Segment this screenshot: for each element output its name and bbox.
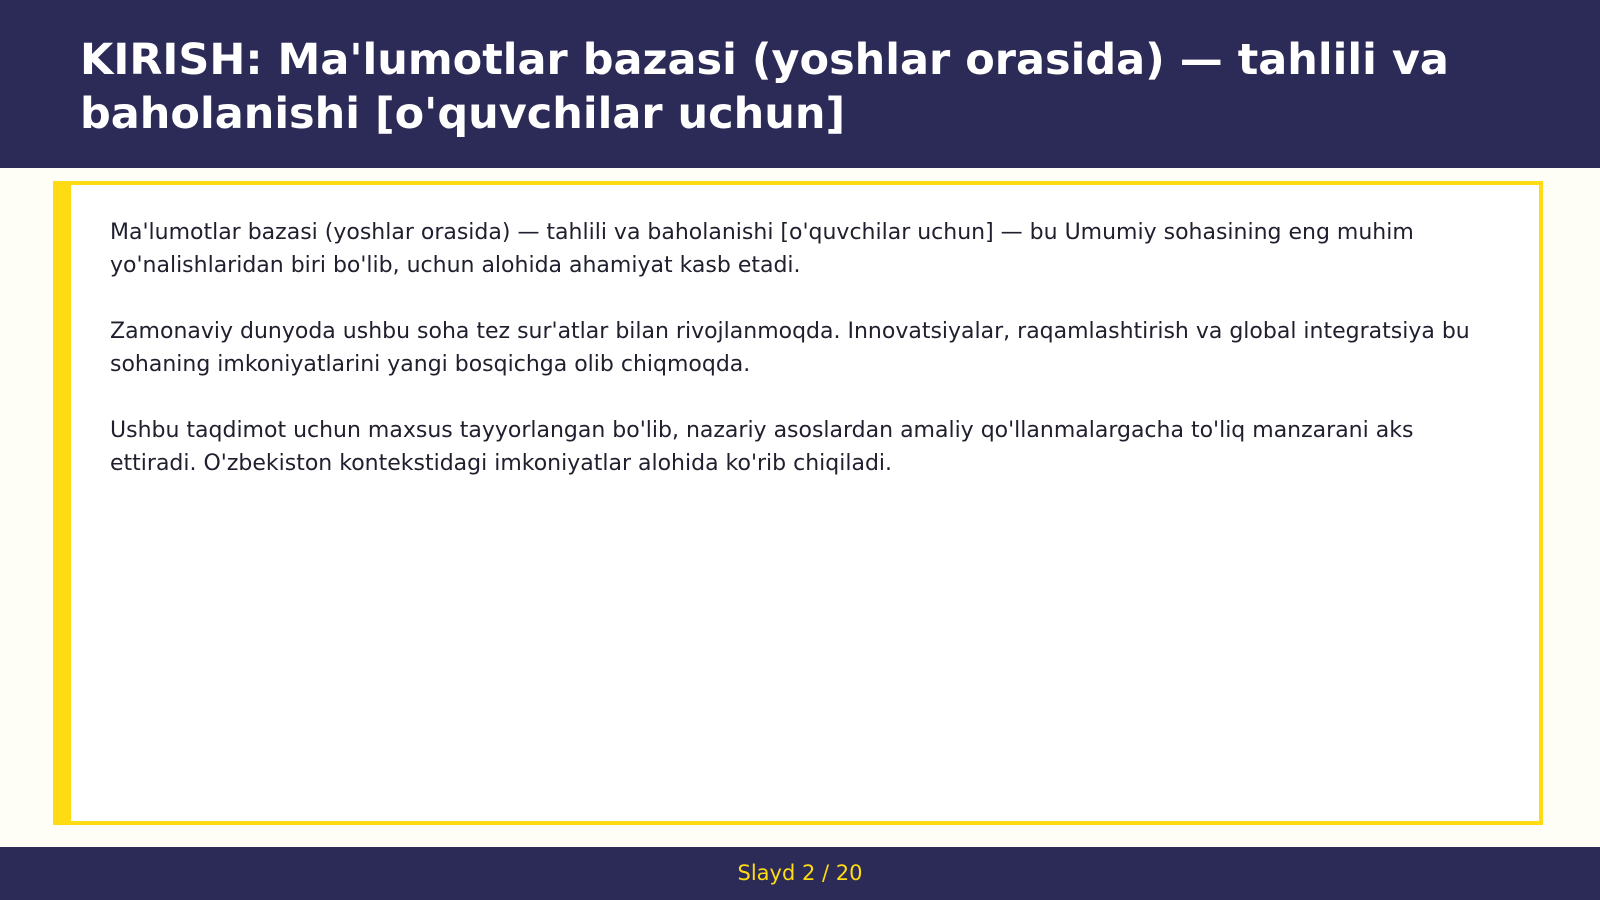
paragraph-intro: Ma'lumotlar bazasi (yoshlar orasida) — tahlili va baholanishi [o'quvchilar uchun] — bu Umumiy sohasining eng muhim yo'nalishlaridan biri bo'lib, uchun alohida ahamiyat kasb etadi. (110, 220, 1414, 278)
slide-header (0, 0, 1600, 168)
slide-footer (0, 847, 1600, 900)
paragraph-purpose: Ushbu taqdimot uchun maxsus tayyorlangan bo'lib, nazariy asoslardan amaliy qo'llanmalargacha to'liq manzarani aks ettiradi. O'zbekiston kontekstidagi imkoniyatlar alohida ko'rib chiqiladi. (110, 418, 1414, 476)
content-box (53, 181, 1543, 825)
paragraph-development: Zamonaviy dunyoda ushbu soha tez sur'atlar bilan rivojlanmoqda. Innovatsiyalar, raqamlashtirish va global integratsiya bu sohaning imkoniyatlarini yangi bosqichga olib chiqmoqda. (110, 319, 1470, 377)
body-text (110, 216, 1505, 513)
slide-title: KIRISH: Ma'lumotlar bazasi (yoshlar orasida) — tahlili va baholanishi [o'quvchilar uchun] (80, 35, 1449, 139)
slide-counter: Slayd 2 / 20 (737, 861, 863, 885)
